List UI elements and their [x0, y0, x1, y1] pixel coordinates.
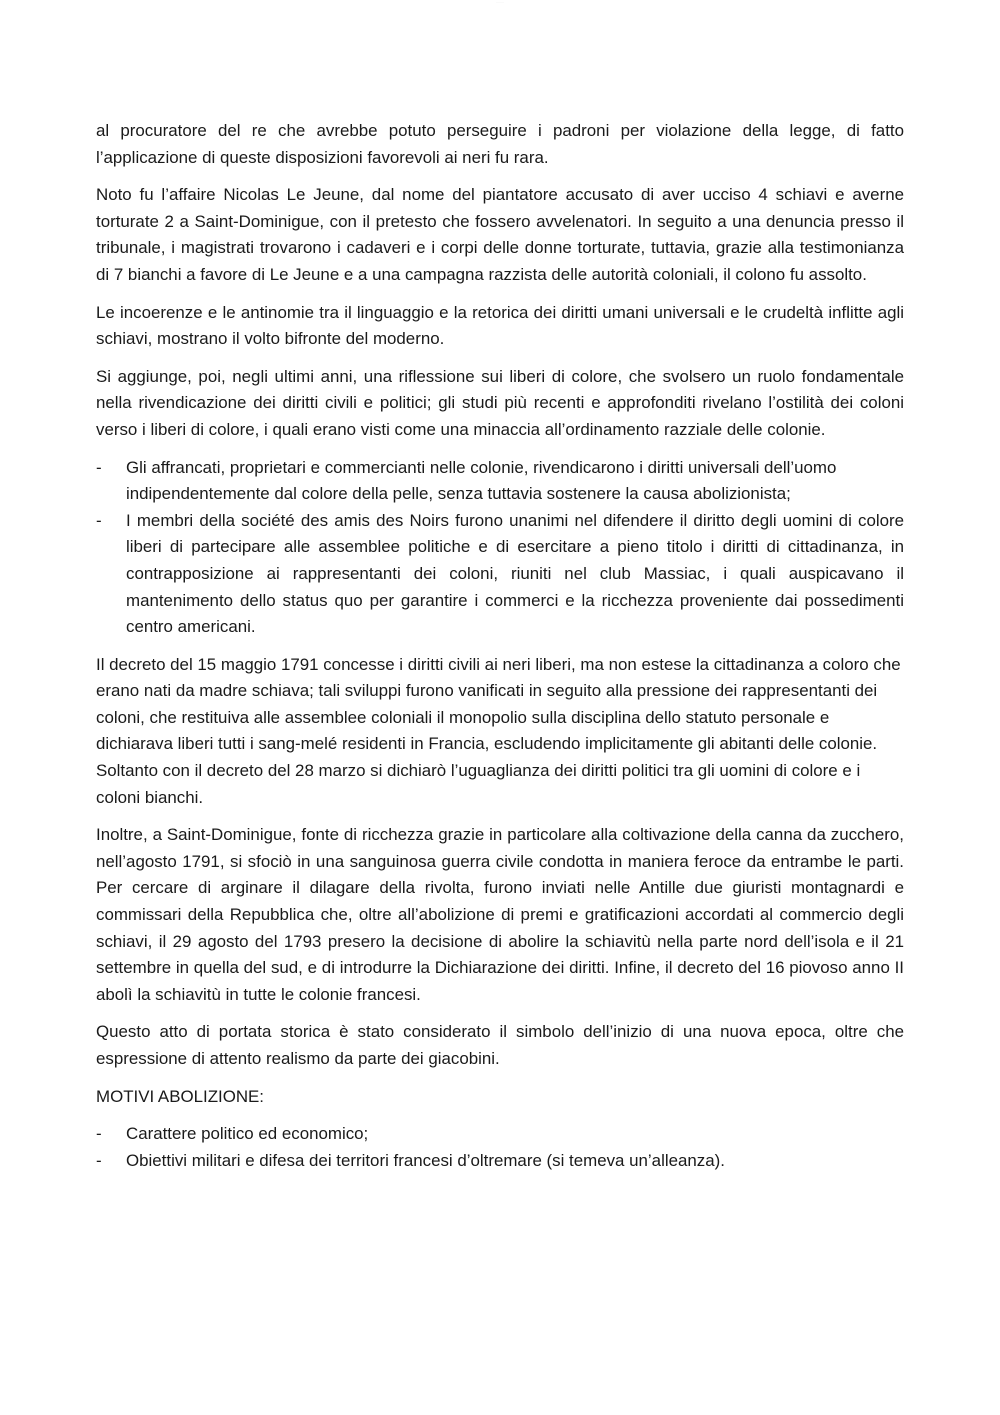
list-liberi-di-colore: [96, 455, 904, 641]
list-item-text: Gli affrancati, proprietari e commercianti nelle colonie, rivendicarono i diritti universali dell’uomo indipendentemente dal colore della pelle, senza tuttavia sostenere la causa abolizionista;: [126, 457, 837, 504]
paragraph-atto-storico: Questo atto di portata storica è stato considerato il simbolo dell’inizio di una nuova epoca, oltre che espressione di attento realismo da parte dei giacobini.: [96, 1022, 904, 1068]
paragraph-affaire-le-jeune: Noto fu l’affaire Nicolas Le Jeune, dal nome del piantatore accusato di aver ucciso 4 schiavi e averne torturate 2 a Saint-Dominigue, con il pretesto che fossero avvelenatori. In seguito a una denuncia presso il tribunale, i magistrati trovarono i cadaveri e i corpi delle donne torturate, tuttavia, grazie alla testimonianza di 7 bianchi a favore di Le Jeune e a una campagna razzista delle autorità coloniali, il colono fu assolto.: [96, 185, 904, 284]
list-item-text: Obiettivi militari e difesa dei territori francesi d’oltremare (si temeva un’alleanza).: [126, 1150, 725, 1170]
list-item-text: Carattere politico ed economico;: [126, 1124, 369, 1144]
list-item-motivo-militare: [96, 1148, 904, 1175]
list-item-affrancati: [96, 455, 904, 508]
list-motivi-abolizione: [96, 1121, 904, 1174]
list-item-text: I membri della société des amis des Noirs furono unanimi nel difendere il diritto degli uomini di colore liberi di partecipare alle assemblee politiche e di esercitare a pieno titolo i diritti di cittadinanza, in contrapposizione ai rappresentanti dei coloni, riuniti nel club Massiac, i quali auspicavano il mantenimento dello status quo per garantire i commerci e la ricchezza proveniente dai possedimenti centro americani.: [126, 510, 904, 637]
list-item-motivo-politico: [96, 1121, 904, 1148]
header-mark: ········: [496, 0, 504, 4]
bullet-dash: -: [96, 457, 102, 477]
bullet-dash: -: [96, 1124, 102, 1144]
paragraph-incoerenze: Le incoerenze e le antinomie tra il linguaggio e la retorica dei diritti umani universali e le crudeltà inflitte agli schiavi, mostrano il volto bifronte del moderno.: [96, 302, 904, 349]
bullet-dash: -: [96, 510, 102, 530]
section-heading: MOTIVI ABOLIZIONE:: [96, 1086, 264, 1106]
paragraph-liberi-di-colore: Si aggiunge, poi, negli ultimi anni, una riflessione sui liberi di colore, che svolsero un ruolo fondamentale nella rivendicazione dei diritti civili e politici; gli studi più recenti e approfonditi rivelano l’ostilità dei coloni verso i liberi di colore, i quali erano visti come una minaccia all’ordinamento razziale delle colonie.: [96, 366, 904, 439]
paragraph-saint-dominigue: Inoltre, a Saint-Dominigue, fonte di ricchezza grazie in particolare alla coltivazione della canna da zucchero, nell’agosto 1791, si sfociò in una sanguinosa guerra civile condotta in maniera feroce da entrambe le parti. Per cercare di arginare il dilagare della rivolta, furono inviati nelle Antille due giuristi montagnardi e commissari della Repubblica che, oltre all’abolizione di premi e gratificazioni accordati al commercio degli schiavi, il 29 agosto del 1793 presero la decisione di abolire la schiavitù nella parte nord dell’isola e il 21 settembre in quella del sud, e di introdurre la Dichiarazione dei diritti. Infine, il decreto del 16 piovoso anno II abolì la schiavitù in tutte le colonie francesi.: [96, 825, 904, 1004]
bullet-dash: -: [96, 1150, 102, 1170]
paragraph-procuratore: al procuratore del re che avrebbe potuto perseguire i padroni per violazione della legge, di fatto l’applicazione di queste disposizioni favorevoli ai neri fu rara.: [96, 121, 904, 167]
paragraph-decreto-1791: Il decreto del 15 maggio 1791 concesse i diritti civili ai neri liberi, ma non estese la cittadinanza a coloro che erano nati da madre schiava; tali sviluppi furono vanificati in seguito alla pressione dei rappresentanti dei coloni, che restituiva alle assemblee coloniali il monopolio sulla disciplina dello statuto personale e dichiarava liberi tutti i sang-melé residenti in Francia, escludendo implicitamente gli abitanti delle colonie. Soltanto con il decreto del 28 marzo si dichiarò l’uguaglianza dei diritti politici tra gli uomini di colore e i coloni bianchi.: [96, 654, 901, 807]
list-item-amis-des-noirs: [96, 508, 904, 641]
document-body: [96, 118, 904, 1185]
